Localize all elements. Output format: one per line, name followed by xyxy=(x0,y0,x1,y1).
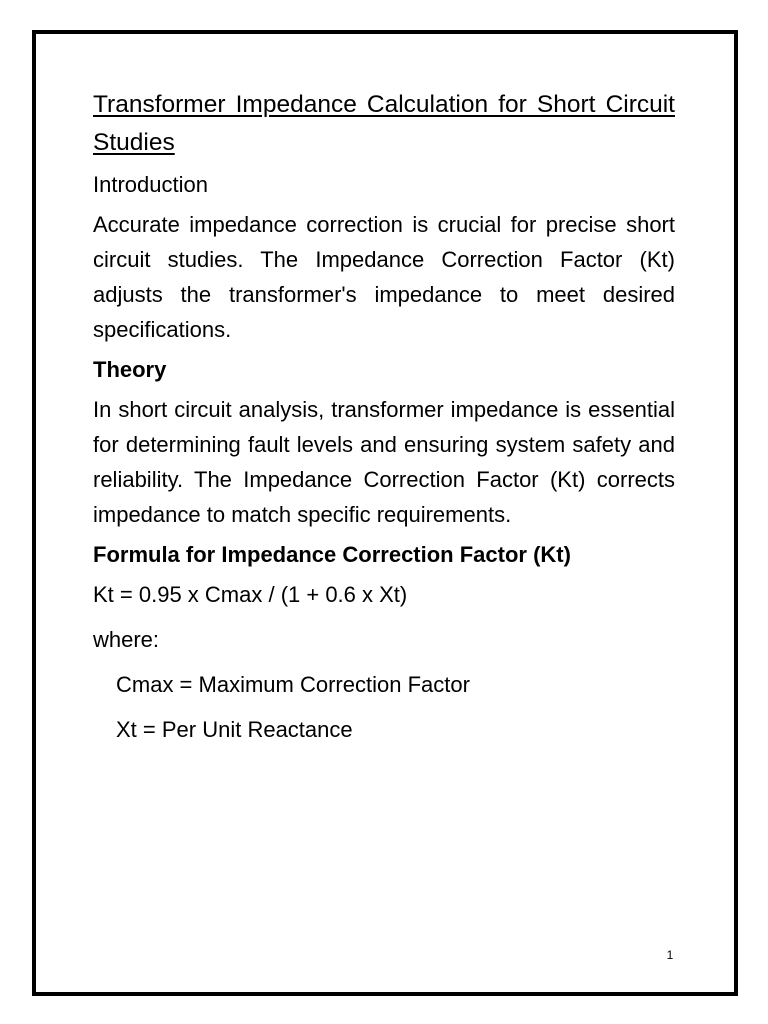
definition-cmax: Cmax = Maximum Correction Factor xyxy=(116,672,470,697)
where-label: where: xyxy=(93,627,160,652)
document-body xyxy=(93,86,675,757)
formula-equation: Kt = 0.95 x Cmax / (1 + 0.6 x Xt) xyxy=(93,582,408,607)
page-number: 1 xyxy=(666,948,674,962)
formula-heading: Formula for Impedance Correction Factor (Kt) xyxy=(93,542,571,567)
theory-heading: Theory xyxy=(93,357,167,382)
introduction-heading: Introduction xyxy=(93,172,208,197)
introduction-paragraph: Accurate impedance correction is crucial for precise short circuit studies. The Impedance Correction Factor (Kt) adjusts the transformer's impedance to meet desired specifications. xyxy=(93,212,675,342)
document-title: Transformer Impedance Calculation for Short Circuit Studies xyxy=(93,91,675,156)
definition-xt: Xt = Per Unit Reactance xyxy=(116,717,353,742)
theory-paragraph: In short circuit analysis, transformer impedance is essential for determining fault levels and ensuring system safety and reliability. The Impedance Correction Factor (Kt) corrects impedance to match specific requirements. xyxy=(93,397,675,527)
